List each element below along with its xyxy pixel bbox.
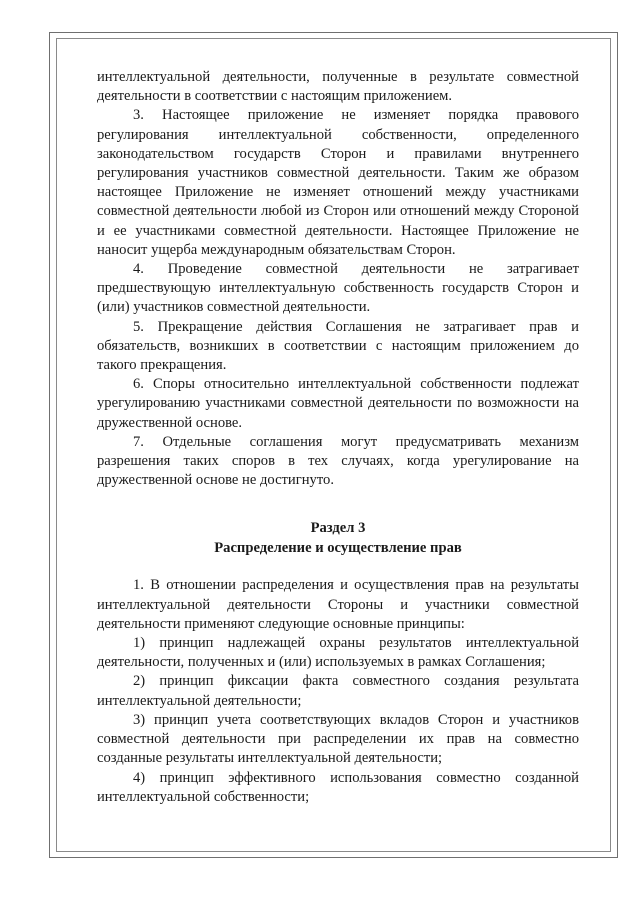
paragraph-item-6: 6. Споры относительно интеллектуальной собственности подлежат урегулированию участниками совместной деятельности по возможности на дружественной основе. [97, 376, 579, 431]
paragraph-item-5: 5. Прекращение действия Соглашения не затрагивает прав и обязательств, возникших в соответствии с настоящим приложением до такого прекращения. [97, 318, 579, 374]
paragraph-principles-intro: 1. В отношении распределения и осуществления прав на результаты интеллектуальной деятельности Стороны и участники совместной деятельности применяют следующие основные принципы: [97, 577, 579, 632]
principle-item-3: 3) принцип учета соответствующих вкладов Сторон и участников совместной деятельности при распределении их прав на совместно созданные результаты интеллектуальной деятельности; [97, 711, 579, 767]
section-title: Распределение и осуществление прав [214, 540, 462, 557]
document-body [97, 68, 579, 807]
section-number: Раздел 3 [310, 520, 366, 537]
paragraph-item-3: 3. Настоящее приложение не изменяет порядка правового регулирования интеллектуальной собственности, определенного законодательством государств Сторон и правилами внутреннего регулирования участников совместной деятельности. Таким же образом настоящее Приложение не изменяет отношений между участниками совместной деятельности любой из Сторон или отношений между Стороной и ее участниками совместной деятельности. Настоящее Приложение не наносит ущерба международным обязательствам Сторон. [97, 107, 579, 258]
paragraph-continuation: интеллектуальной деятельности, полученные в результате совместной деятельности в соответствии с настоящим приложением. [97, 69, 579, 105]
principle-item-2: 2) принцип фиксации факта совместного создания результата интеллектуальной деятельности; [97, 673, 579, 709]
principle-item-4: 4) принцип эффективного использования совместно созданной интеллектуальной собственности; [97, 769, 579, 805]
principle-item-1: 1) принцип надлежащей охраны результатов интеллектуальной деятельности, полученных и (или) используемых в рамках Соглашения; [97, 635, 579, 671]
paragraph-item-7: 7. Отдельные соглашения могут предусматривать механизм разрешения таких споров в тех случаях, когда урегулирование на дружественной основе не достигнуто. [97, 433, 579, 489]
paragraph-item-4: 4. Проведение совместной деятельности не затрагивает предшествующую интеллектуальную собственность государств Сторон и (или) участников совместной деятельности. [97, 261, 579, 316]
